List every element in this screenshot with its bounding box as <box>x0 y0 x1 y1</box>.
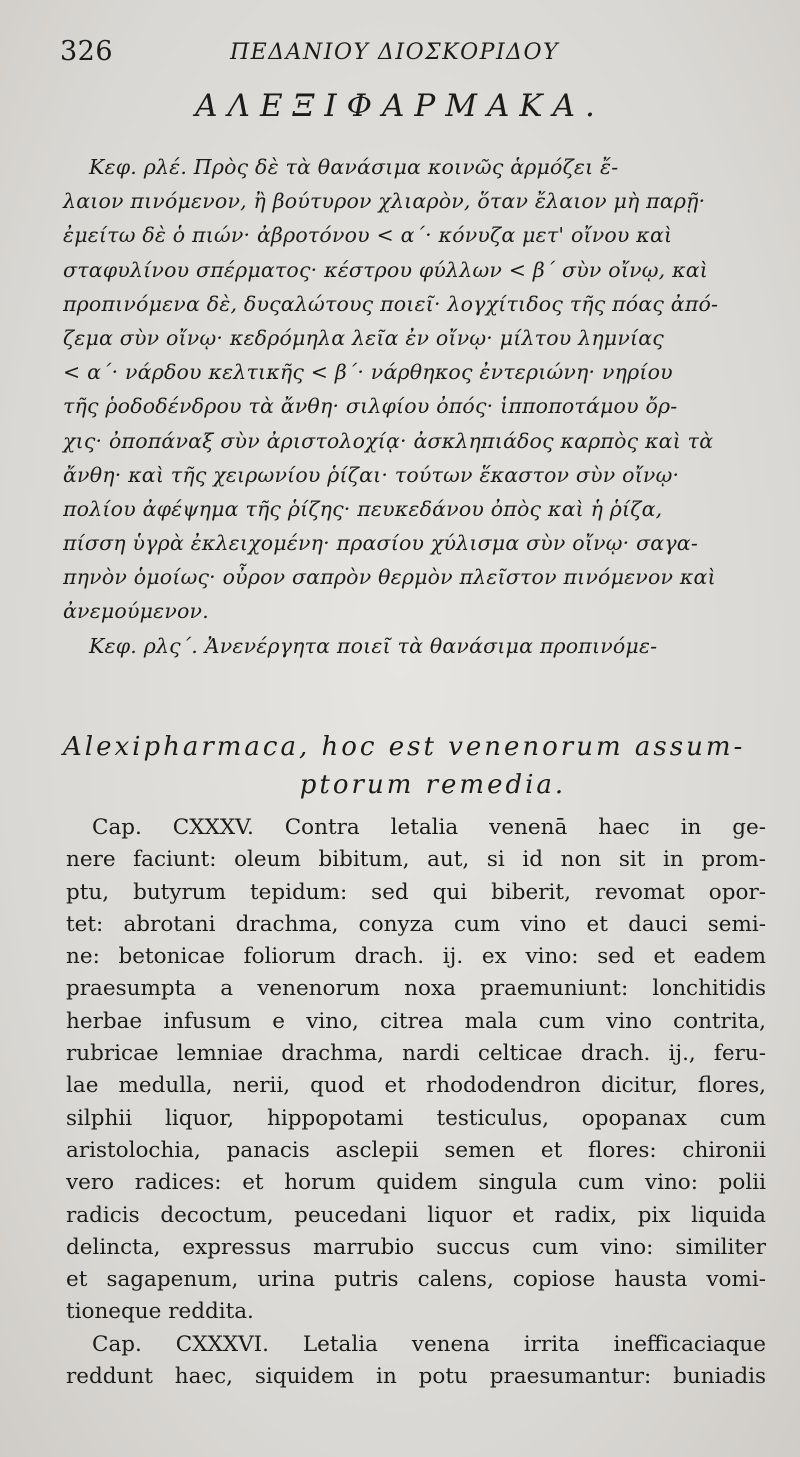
greek-line: σταφυλίνου σπέρματος· κέστρου φύλλων < β΄ σὺν οἴνῳ, καὶ <box>63 257 708 282</box>
greek-line: ἄνθη· καὶ τῆς χειρωνίου ῥίζαι· τούτων ἕκαστον σὺν οἴνῳ· <box>63 462 680 487</box>
greek-line: λαιον πινόμενον, ἢ βούτυρον χλιαρὸν, ὅταν ἔλαιον μὴ παρῇ· <box>63 189 706 214</box>
latin-line: tet: abrotani drachma, conyza cum vino et dauci semi- <box>66 911 766 937</box>
greek-text-block <box>63 150 763 663</box>
latin-title-line: ptorum remedia. <box>299 770 567 800</box>
greek-line: ἀνεμούμενον. <box>63 599 209 624</box>
latin-line: Cap. CXXXV. Contra letalia venenā haec in ge- <box>92 815 766 840</box>
latin-line: delincta, expressus marrubio succus cum vino: similiter <box>66 1234 766 1260</box>
greek-line: χις· ὀποπάναξ σὺν ἀριστολοχίᾳ· ἀσκληπιάδος καρπὸς καὶ τὰ <box>63 428 714 453</box>
latin-line: reddunt haec, siquidem in potu praesumantur: buniadis <box>66 1364 766 1390</box>
page-number: 326 <box>60 36 114 67</box>
latin-line: praesumpta a venenorum noxa praemuniunt: lonchitidis <box>66 976 766 1002</box>
greek-line: Κεφ. ρλς΄. Ἀνενέργητα ποιεῖ τὰ θανάσιμα προπινόμε- <box>89 633 658 658</box>
running-title: ΠΕΔΑΝΙΟΥ ΔΙΟΣΚΟΡΙΔΟΥ <box>230 40 560 65</box>
latin-text-block <box>66 812 766 1393</box>
latin-title-line: Alexipharmaca, hoc est venenorum assum- <box>63 732 746 762</box>
latin-line: lae medulla, nerii, quod et rhododendron dicitur, flores, <box>66 1073 766 1099</box>
latin-line: herbae infusum e vino, citrea mala cum vino contrita, <box>66 1008 766 1034</box>
greek-section-title: ΑΛΕΞΙΦΑΡΜΑΚΑ. <box>195 88 605 124</box>
page-header <box>60 36 760 76</box>
latin-line: ne: betonicae foliorum drach. ij. ex vino: sed et eadem <box>66 944 766 970</box>
greek-line: Κεφ. ρλέ. Πρὸς δὲ τὰ θανάσιμα κοινῶς ἁρμόζει ἔ- <box>89 155 619 179</box>
greek-line: < α΄· νάρδου κελτικῆς < β΄· νάρθηκος ἐντεριώνη· νηρίου <box>63 360 673 385</box>
latin-line: silphii liquor, hippopotami testiculus, opopanax cum <box>66 1105 766 1131</box>
latin-line: ptu, butyrum tepidum: sed qui biberit, revomat opor- <box>66 879 766 905</box>
latin-line: vero radices: et horum quidem singula cum vino: polii <box>66 1170 766 1196</box>
latin-line: aristolochia, panacis asclepii semen et flores: chironii <box>66 1137 766 1163</box>
greek-line: τῆς ῥοδοδένδρου τὰ ἄνθη· σιλφίου ὀπός· ἱπποποτάμου ὄρ- <box>63 394 678 419</box>
greek-line: πολίου ἀφέψημα τῆς ῥίζης· πευκεδάνου ὀπὸς καὶ ἡ ῥίζα, <box>63 496 663 521</box>
greek-line: προπινόμενα δὲ, δυςαλώτους ποιεῖ· λογχίτιδος τῆς πόας ἀπό- <box>63 291 719 316</box>
latin-section-title <box>63 728 763 804</box>
latin-line: et sagapenum, urina putris calens, copiose hausta vomi- <box>66 1267 766 1293</box>
latin-line: nere faciunt: oleum bibitum, aut, si id non sit in prom- <box>66 847 766 873</box>
latin-line: rubricae lemniae drachma, nardi celticae drach. ij., feru- <box>66 1041 766 1067</box>
latin-line: radicis decoctum, peucedani liquor et radix, pix liquida <box>66 1202 766 1228</box>
greek-line: πίσση ὑγρὰ ἐκλειχομένη· πρασίου χύλισμα σὺν οἴνῳ· σαγα- <box>63 531 698 556</box>
latin-line: Cap. CXXXVI. Letalia venena irrita inefficaciaque <box>92 1331 766 1357</box>
greek-line: ἐμείτω δὲ ὁ πιών· ἀβροτόνου < α΄· κόνυζα μετ' οἴνου καὶ <box>63 223 673 248</box>
latin-line: tioneque reddita. <box>66 1299 254 1325</box>
greek-line: πηνὸν ὁμοίως· οὖρον σαπρὸν θερμὸν πλεῖστον πινόμενον καὶ <box>63 565 716 590</box>
greek-line: ζεμα σὺν οἴνῳ· κεδρόμηλα λεῖα ἐν οἴνῳ· μίλτου λημνίας <box>63 325 664 350</box>
